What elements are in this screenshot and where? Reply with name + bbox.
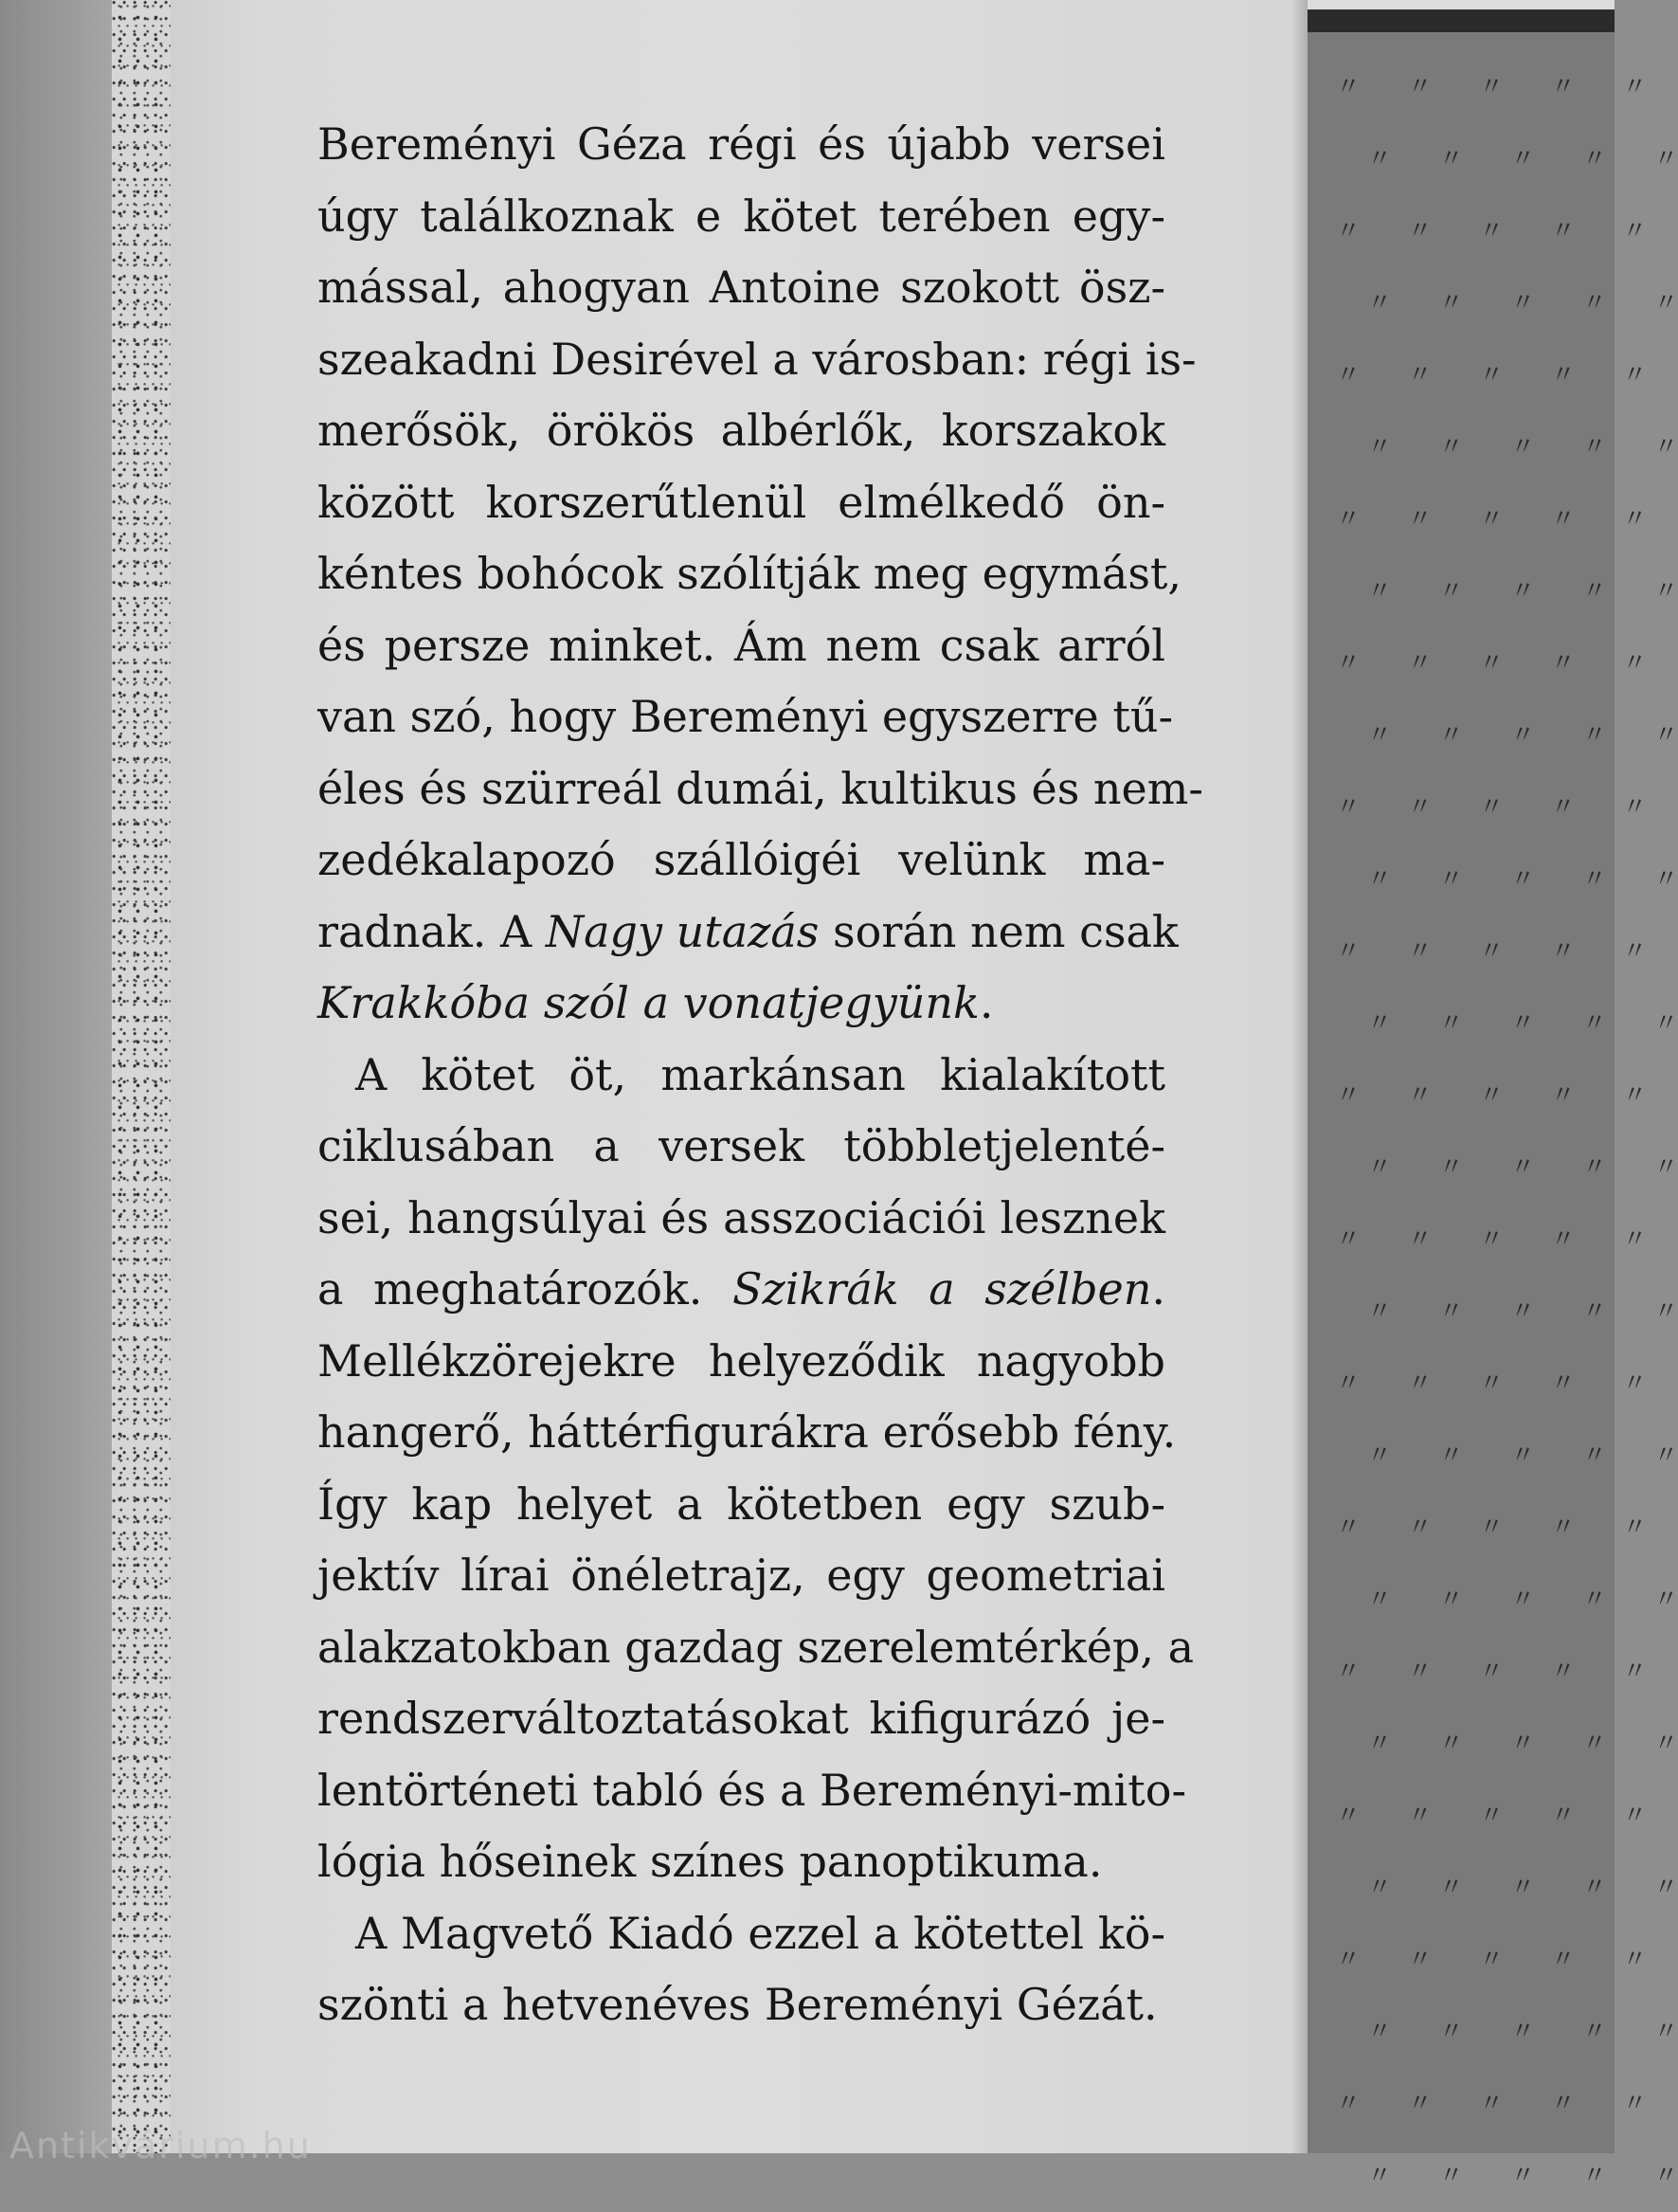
text-line: szönti a hetvenéves Bereményi Gézát. xyxy=(317,1979,1158,2030)
text-line: merősök, örökös albérlők, korszakok xyxy=(317,405,1165,456)
endpaper-pattern: 〃 〃 〃 〃 〃 〃 〃 〃 〃 〃 〃 〃 〃 〃 〃 〃 〃 〃 〃 〃 〃 〃 〃 〃 〃 〃 〃 〃 〃 〃 〃 〃 〃 〃 〃 〃 〃 〃 〃 〃 〃 〃 〃 〃 〃 〃 〃 〃 〃 〃 〃 〃 〃 〃 〃 〃 〃 〃 〃 〃 〃 〃 〃 〃 〃 〃 〃 〃 〃 〃 〃 〃 〃 〃 〃 〃 〃 〃 〃 〃 〃 〃 〃 〃 〃 〃 〃 〃 〃 〃 〃 〃 〃 〃 〃 〃 〃 〃 〃 〃 〃 〃 〃 〃 〃 〃 〃 〃 〃 〃 〃 〃 〃 〃 〃 〃 〃 〃 〃 〃 〃 〃 〃 〃 〃 〃 〃 〃 〃 〃 〃 〃 〃 〃 〃 〃 〃 〃 〃 〃 〃 〃 〃 〃 〃 〃 〃 〃 〃 〃 xyxy=(1336,73,1678,2190)
text-line: sei, hangsúlyai és asszociációi lesznek xyxy=(317,1191,1165,1243)
text-line: Bereményi Géza régi és újabb versei xyxy=(317,118,1165,170)
paragraph-3 xyxy=(317,1898,1165,2041)
text-line: között korszerűtlenül elmélkedő ön- xyxy=(317,476,1165,528)
watermark: Antikvárium.hu xyxy=(9,2125,312,2167)
text-line: ciklusában a versek többletjelenté- xyxy=(317,1120,1165,1171)
text-line: Mellékzörejekre helyeződik nagyobb xyxy=(317,1334,1165,1387)
text-segment: . xyxy=(1151,1263,1165,1315)
text-line: és persze minket. Ám nem csak arról xyxy=(317,619,1165,671)
patterned-endpaper xyxy=(1308,9,1678,2190)
background-wall xyxy=(0,0,112,2153)
text-segment: radnak. A xyxy=(317,905,546,957)
text-line: éles és szürreál dumái, kultikus és nem- xyxy=(317,762,1203,814)
text-line: szeakadni Desirével a városban: régi is- xyxy=(317,333,1197,385)
text-line: Így kap helyet a kötetben egy szub- xyxy=(317,1478,1165,1530)
text-line: jektív lírai önéletrajz, egy geometriai xyxy=(317,1550,1165,1601)
italic-quote: Krakkóba szól a vonatjegyünk xyxy=(317,977,980,1028)
text-line: lentörténeti tabló és a Bereményi-mito- xyxy=(317,1764,1186,1816)
italic-title: Szikrák a szélben xyxy=(732,1263,1152,1315)
text-line xyxy=(317,897,1179,969)
italic-title: Nagy utazás xyxy=(545,905,820,957)
text-line: A kötet öt, markánsan kialakított xyxy=(355,1048,1165,1100)
text-line: úgy találkoznak e kötet terében egy- xyxy=(317,190,1165,242)
text-line: mással, ahogyan Antoine szokott ösz- xyxy=(317,262,1165,313)
paragraph-2 xyxy=(317,1040,1195,1898)
text-segment: a meghatározók. xyxy=(317,1263,733,1315)
text-line xyxy=(317,1254,1165,1326)
text-line: van szó, hogy Bereményi egyszerre tű- xyxy=(317,691,1174,742)
text-segment: . xyxy=(979,977,994,1028)
text-line xyxy=(317,968,1165,1040)
text-line: lógia hőseinek színes panoptikuma. xyxy=(317,1836,1103,1887)
text-line: A Magvető Kiadó ezzel a kötettel kö- xyxy=(355,1907,1165,1959)
book-spine xyxy=(112,0,172,2153)
page-edge-shadow xyxy=(1290,0,1308,2153)
text-segment: során nem csak xyxy=(819,905,1179,957)
paragraph-1 xyxy=(317,109,1203,1040)
text-line: rendszerváltoztatásokat kifigurázó je- xyxy=(317,1693,1165,1744)
blurb-text xyxy=(317,109,1203,2041)
text-line: hangerő, háttérfigurákra erősebb fény. xyxy=(317,1406,1177,1458)
text-line: kéntes bohócok szólítják meg egymást, xyxy=(317,548,1182,599)
text-line: alakzatokban gazdag szerelemtérkép, a xyxy=(317,1621,1195,1673)
text-line: zedékalapozó szállóigéi velünk ma- xyxy=(317,834,1165,885)
